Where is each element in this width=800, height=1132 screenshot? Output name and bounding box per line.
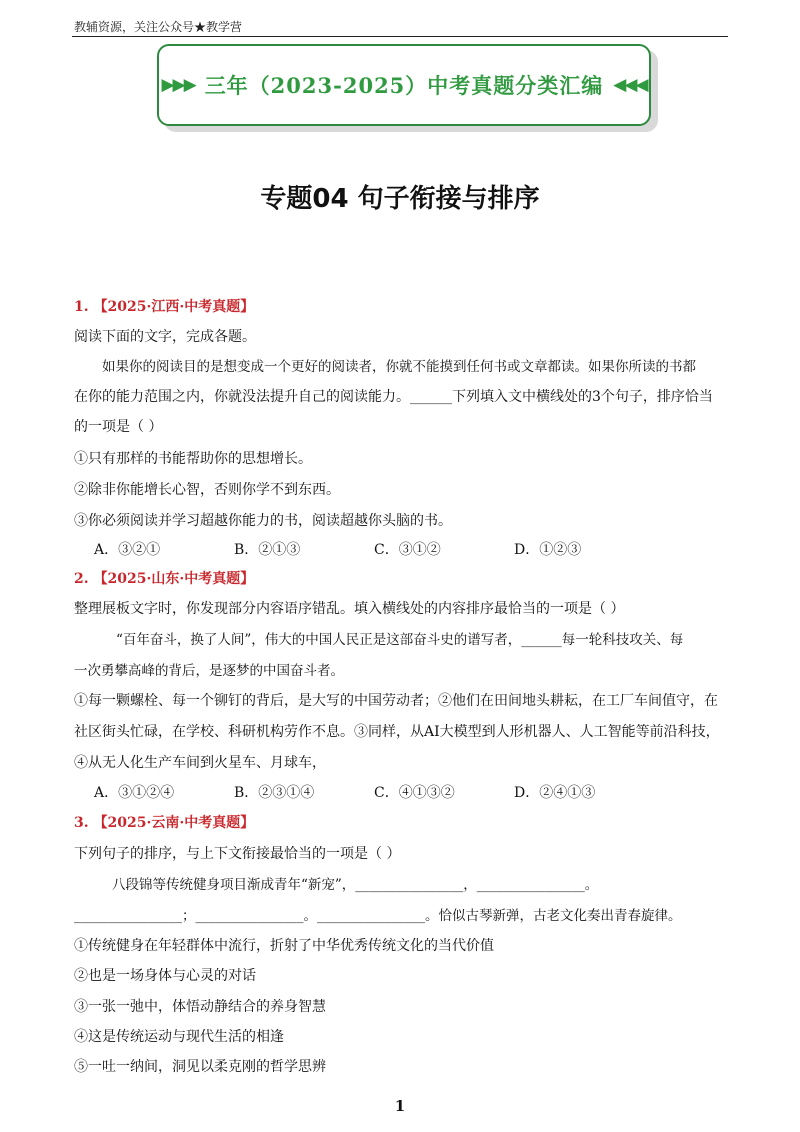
option-c[interactable]: C．④①③②: [374, 785, 455, 801]
question-1-passage-line: 在你的能力范围之内，你就没法提升自己的阅读能力。______下列填入文中横线处的3个句子，排序恰当: [74, 389, 713, 405]
title-banner: [157, 44, 651, 126]
question-1-sentence: ①只有那样的书能帮助你的思想增长。: [74, 451, 312, 467]
banner-right-arrows-icon: ◀◀◀: [613, 75, 647, 95]
question-3-sentence: ②也是一场身体与心灵的对话: [74, 968, 256, 984]
question-1-heading: 1. 【2025·江西·中考真题】: [74, 299, 255, 315]
header-rule: [72, 36, 728, 37]
question-1-options: [94, 539, 654, 559]
question-3-passage-line: ________________；________________。________________。恰似古琴新弹，古老文化奏出青春旋律。: [74, 908, 682, 924]
question-2-sentence: ①每一颗螺栓、每一个铆钉的背后，是大写的中国劳动者；②他们在田间地头耕耘，在工厂车间值守，在: [74, 693, 718, 709]
option-c[interactable]: C．③①②: [374, 542, 441, 558]
question-1-sentence: ②除非你能增长心智，否则你学不到东西。: [74, 482, 340, 498]
question-3-sentence: ①传统健身在年轻群体中流行，折射了中华优秀传统文化的当代价值: [74, 938, 494, 954]
question-1-sentence: ③你必须阅读并学习超越你能力的书，阅读超越你头脑的书。: [74, 513, 452, 529]
question-3-sentence: ③一张一弛中，体悟动静结合的养身智慧: [74, 999, 326, 1015]
option-a[interactable]: A．③②①: [94, 542, 161, 558]
header-note: 教辅资源，关注公众号★教学营: [74, 20, 243, 34]
question-1-passage-line: 如果你的阅读目的是想变成一个更好的阅读者，你就不能摸到任何书或文章都读。如果你所读的书都: [102, 359, 696, 375]
question-3-heading: 3. 【2025·云南·中考真题】: [74, 815, 255, 831]
banner-left-arrows-icon: ▶▶▶: [161, 75, 195, 95]
page-number: 1: [394, 1097, 406, 1115]
option-d[interactable]: D．①②③: [514, 542, 582, 558]
question-3-sentence: ⑤一吐一纳间，洞见以柔克刚的哲学思辨: [74, 1059, 326, 1075]
question-2-prompt: 整理展板文字时，你发现部分内容语序错乱。填入横线处的内容排序最恰当的一项是（ ）: [74, 601, 625, 617]
option-b[interactable]: B．②①③: [234, 542, 301, 558]
page-title: 专题04 句子衔接与排序: [260, 184, 540, 214]
question-2-sentence: 社区街头忙碌，在学校、科研机构劳作不息。③同样，从AI大模型到人形机器人、人工智能等前沿科技，: [74, 724, 720, 740]
question-2-sentence: ④从无人化生产车间到火星车、月球车，: [74, 755, 326, 771]
question-3-passage-line: 八段锦等传统健身项目渐成青年“新宠”，________________，________________。: [112, 877, 599, 893]
question-2-passage-line: 一次勇攀高峰的背后，是逐梦的中国奋斗者。: [74, 663, 344, 679]
question-1-prompt: 阅读下面的文字，完成各题。: [74, 329, 256, 345]
question-1-passage-line: 的一项是（ ）: [74, 419, 163, 435]
question-2-passage-line: “百年奋斗，换了人间”，伟大的中国人民正是这部奋斗史的谱写者，______每一轮科技攻关、每: [116, 632, 684, 648]
banner-title: 三年（2023-2025）中考真题分类汇编: [204, 73, 604, 98]
question-3-prompt: 下列句子的排序，与上下文衔接最恰当的一项是（ ）: [74, 846, 401, 862]
option-a[interactable]: A．③①②④: [94, 785, 175, 801]
question-2-options: [94, 782, 654, 802]
question-2-heading: 2. 【2025·山东·中考真题】: [74, 571, 255, 587]
option-b[interactable]: B．②③①④: [234, 785, 315, 801]
option-d[interactable]: D．②④①③: [514, 785, 596, 801]
question-3-sentence: ④这是传统运动与现代生活的相逢: [74, 1029, 284, 1045]
